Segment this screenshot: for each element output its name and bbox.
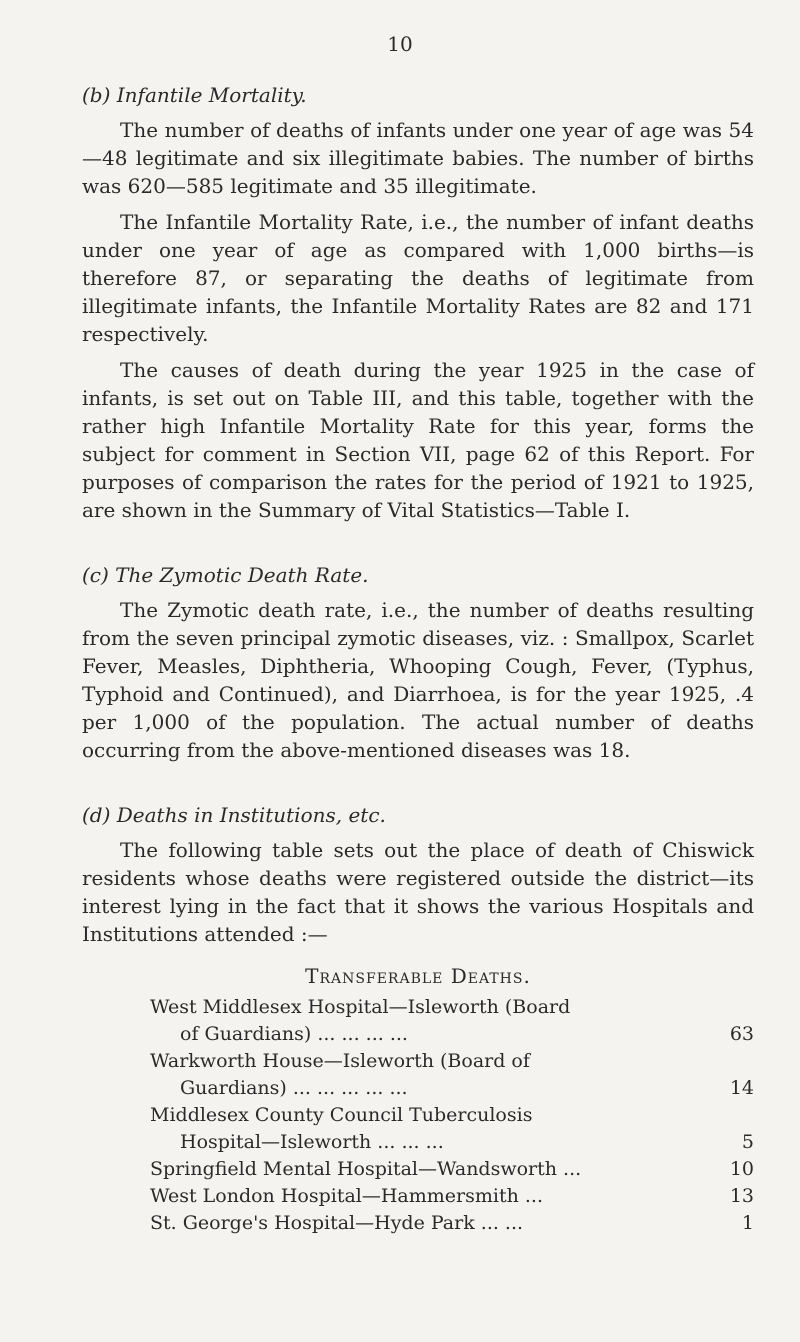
table-row: [150, 994, 754, 1048]
table-row: [150, 1102, 754, 1156]
table-row: [150, 1210, 754, 1237]
death-count: 1: [741, 1212, 754, 1234]
section-c-heading: (c) The Zymotic Death Rate.: [82, 563, 369, 587]
institution-name: [150, 1048, 706, 1102]
section-spacer: [82, 772, 754, 800]
institution-name: [150, 994, 706, 1048]
death-count: 5: [741, 1131, 754, 1153]
section-b-paragraph-3: The causes of death during the year 1925 in the case of infants, is set out on Table III, and this table, together with the rather high Infantile Mortality Rate for this year, forms the subject for comment in Section VII, page 62 of this Report. For purposes of comparison the rates for the period of 1921 to 1925, are shown in the Summary of Vital Statistics—Table I.: [82, 358, 754, 522]
table-row: [150, 1183, 754, 1210]
transferable-deaths-title: Transferable Deaths.: [305, 964, 531, 988]
section-d-heading: (d) Deaths in Institutions, etc.: [82, 803, 386, 827]
page-number: 10: [387, 32, 413, 56]
institution-name: [150, 1102, 706, 1156]
table-row: [150, 1156, 754, 1183]
section-b-heading: (b) Infantile Mortality.: [82, 83, 307, 107]
transferable-deaths-table: [150, 994, 754, 1237]
institution-name: [150, 1210, 706, 1237]
institution-name: [150, 1183, 706, 1210]
death-count: 10: [729, 1158, 754, 1180]
section-d-paragraph-1: The following table sets out the place of death of Chiswick residents whose deaths were registered outside the district—its interest lying in the fact that it shows the various Hospitals and Institutions attended :—: [82, 838, 754, 946]
institution-line-1: Warkworth House—Isleworth (Board of: [150, 1050, 530, 1072]
institution-line-1: St. George's Hospital—Hyde Park ... ...: [150, 1212, 524, 1234]
institution-line-1: Springfield Mental Hospital—Wandsworth ...: [150, 1158, 582, 1180]
institution-line-1: West London Hospital—Hammersmith ...: [150, 1185, 543, 1207]
institution-line-1: Middlesex County Council Tuberculosis: [150, 1104, 533, 1126]
death-count: 14: [729, 1077, 754, 1099]
institution-name: [150, 1156, 706, 1183]
death-count: 13: [729, 1185, 754, 1207]
institution-line-1: West Middlesex Hospital—Isleworth (Board: [150, 996, 571, 1018]
section-c-paragraph-1: The Zymotic death rate, i.e., the number of deaths resulting from the seven principal zymotic diseases, viz. : Smallpox, Scarlet Fever, Measles, Diphtheria, Whooping Cough, Fever, (Typhus, Typhoid and Continued), and Diarrhoea, is for the year 1925, .4 per 1,000 of the population. The actual number of deaths occurring from the above-mentioned diseases was 18.: [82, 598, 754, 762]
section-b-paragraph-1: The number of deaths of infants under one year of age was 54—48 legitimate and six illegitimate babies. The number of births was 620—585 legitimate and 35 illegitimate.: [82, 118, 754, 198]
page-content: [82, 80, 754, 1237]
death-count: 63: [729, 1023, 754, 1045]
institution-line-2: Guardians) ... ... ... ... ...: [180, 1077, 408, 1099]
institution-line-2: of Guardians) ... ... ... ...: [180, 1023, 408, 1045]
section-spacer: [82, 532, 754, 560]
institution-line-2: Hospital—Isleworth ... ... ...: [180, 1131, 444, 1153]
section-b-paragraph-2: The Infantile Mortality Rate, i.e., the number of infant deaths under one year of age as compared with 1,000 births—is therefore 87, or separating the deaths of legitimate from illegitimate infants, the Infantile Mortality Rates are 82 and 171 respectively.: [82, 210, 754, 346]
table-row: [150, 1048, 754, 1102]
